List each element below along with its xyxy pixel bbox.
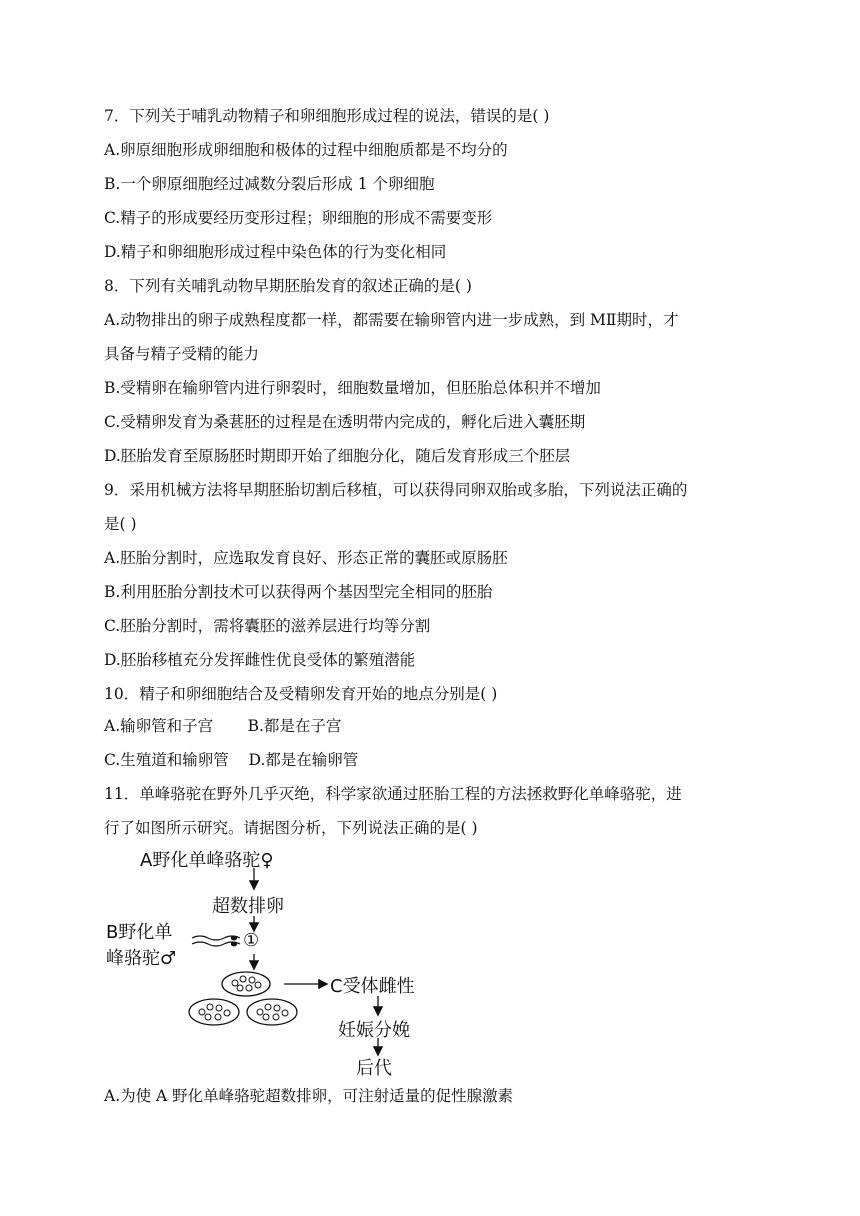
label-superovulation: 超数排卵 bbox=[212, 896, 284, 917]
question-8-option-d: D.胚胎发育至原肠胚时期即开始了细胞分化，随后发育形成三个胚层 bbox=[104, 447, 571, 465]
label-male-camel-line1: B野化单 bbox=[106, 922, 173, 943]
question-11-stem-cont: 行了如图所示研究。请据图分析，下列说法正确的是( ) bbox=[104, 819, 478, 837]
sperm-icon bbox=[192, 936, 240, 947]
question-8-stem: 8．下列有关哺乳动物早期胚胎发育的叙述正确的是( ) bbox=[104, 277, 472, 295]
question-9-option-d: D.胚胎移植充分发挥雌性优良受体的繁殖潜能 bbox=[104, 651, 416, 669]
embryo-icon bbox=[222, 972, 270, 996]
question-10-options-ab: A.输卵管和子宫 B.都是在子宫 bbox=[104, 717, 342, 735]
split-embryo-left-icon bbox=[189, 999, 239, 1025]
question-7-option-c: C.精子的形成要经历变形过程；卵细胞的形成不需要变形 bbox=[104, 209, 493, 227]
question-7-option-d: D.精子和卵细胞形成过程中染色体的行为变化相同 bbox=[104, 243, 447, 261]
label-step-1: ① bbox=[243, 930, 260, 951]
label-female-camel: A野化单峰骆驼♀ bbox=[140, 850, 274, 871]
question-8-option-a: A.动物排出的卵子成熟程度都一样，都需要在输卵管内进一步成熟，到 MⅡ期时，才 bbox=[104, 311, 679, 329]
question-11-stem: 11．单峰骆驼在野外几乎灭绝，科学家欲通过胚胎工程的方法拯救野化单峰骆驼，进 bbox=[104, 785, 682, 803]
question-8-option-b: B.受精卵在输卵管内进行卵裂时，细胞数量增加，但胚胎总体积并不增加 bbox=[104, 379, 601, 397]
label-pregnancy: 妊娠分娩 bbox=[338, 1020, 410, 1041]
camel-embryo-diagram bbox=[100, 842, 480, 1082]
question-9-option-a: A.胚胎分割时，应选取发育良好、形态正常的囊胚或原肠胚 bbox=[104, 549, 508, 567]
question-10-options-cd: C.生殖道和输卵管 D.都是在输卵管 bbox=[104, 751, 359, 769]
label-male-camel-line2: 峰骆驼♂ bbox=[106, 948, 177, 969]
question-10-stem: 10．精子和卵细胞结合及受精卵发育开始的地点分别是( ) bbox=[104, 685, 498, 703]
question-9-option-b: B.利用胚胎分割技术可以获得两个基因型完全相同的胚胎 bbox=[104, 583, 493, 601]
question-9-stem: 9．采用机械方法将早期胚胎切割后移植，可以获得同卵双胎或多胎，下列说法正确的 bbox=[104, 481, 688, 499]
question-7-option-b: B.一个卵原细胞经过减数分裂后形成 1 个卵细胞 bbox=[104, 175, 435, 193]
question-9-stem-cont: 是( ) bbox=[104, 515, 137, 533]
split-embryo-right-icon bbox=[247, 999, 297, 1025]
question-11-option-a: A.为使 A 野化单峰骆驼超数排卵，可注射适量的促性腺激素 bbox=[104, 1087, 514, 1105]
label-recipient-female: C受体雌性 bbox=[330, 976, 415, 997]
label-offspring: 后代 bbox=[356, 1058, 392, 1079]
question-8-option-a-cont: 具备与精子受精的能力 bbox=[104, 345, 260, 363]
question-8-option-c: C.受精卵发育为桑葚胚的过程是在透明带内完成的，孵化后进入囊胚期 bbox=[104, 413, 586, 431]
question-7-stem: 7．下列关于哺乳动物精子和卵细胞形成过程的说法，错误的是( ) bbox=[104, 107, 550, 125]
question-9-option-c: C.胚胎分割时，需将囊胚的滋养层进行均等分割 bbox=[104, 617, 431, 635]
question-7-option-a: A.卵原细胞形成卵细胞和极体的过程中细胞质都是不均分的 bbox=[104, 141, 508, 159]
